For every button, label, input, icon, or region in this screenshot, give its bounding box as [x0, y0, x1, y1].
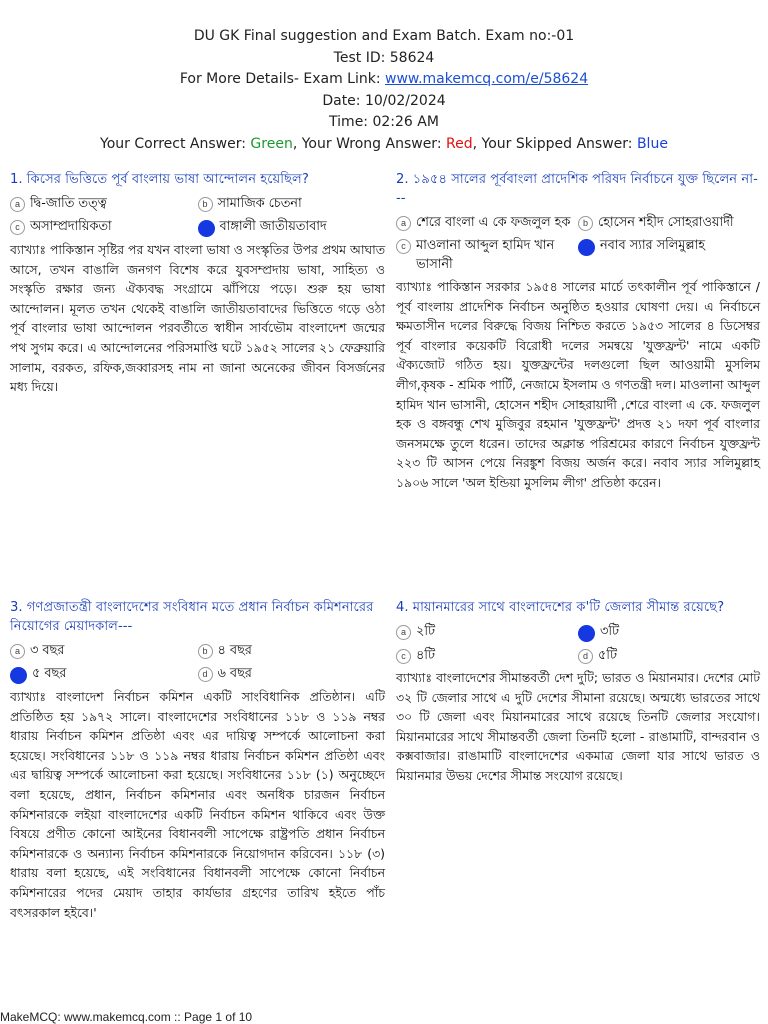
option-circle-icon: b — [578, 216, 593, 231]
selected-option-icon: d — [578, 239, 595, 256]
option-d[interactable] — [198, 662, 386, 686]
option-a[interactable] — [10, 192, 198, 215]
option-circle-icon: b — [198, 644, 213, 659]
option-text: হোসেন শহীদ সোহরাওয়ার্দী — [598, 215, 734, 230]
legend-skipped-label: , Your Skipped Answer: — [472, 135, 637, 152]
question-4 — [396, 598, 760, 786]
option-c[interactable] — [10, 662, 198, 686]
option-text: নবাব স্যার সলিমুল্লাহ — [600, 238, 705, 253]
legend-wrong-color: Red — [446, 135, 473, 152]
option-a[interactable] — [396, 211, 578, 234]
option-b[interactable] — [578, 211, 760, 234]
option-text: শেরে বাংলা এ কে ফজলুল হক — [416, 215, 571, 230]
option-list — [396, 620, 760, 667]
option-circle-icon: c — [396, 649, 411, 664]
option-text: ৫টি — [598, 648, 617, 663]
option-circle-icon: a — [396, 216, 411, 231]
selected-option-icon: b — [578, 625, 595, 642]
test-id: Test ID: 58624 — [333, 49, 435, 66]
question-1 — [10, 170, 385, 397]
option-list — [396, 211, 760, 276]
selected-option-icon: c — [10, 667, 27, 684]
option-circle-icon: a — [10, 197, 25, 212]
option-circle-icon: a — [396, 625, 411, 640]
option-text: ৪টি — [416, 648, 435, 663]
explanation: ব্যাখ্যাঃ বাংলাদেশ নির্বাচন কমিশন একটি সাংবিধানিক প্রতিষ্ঠান। এটি প্রতিষ্ঠিত হয় ১৯৭২ সালে। বাংলাদেশের সংবিধানের ১১৮ ও ১১৯ নম্বর ধারায় নির্বাচন কমিশন প্রতিষ্ঠা এবং এর দায়িত্ব সম্পর্কে আলোচনা করা হয়েছে। সংবিধানের ১১৮ ও ১১৯ নম্বর ধারায় নির্বাচন কমিশন প্রতিষ্ঠা এবং এর দ্বায়িত্ব সম্পর্কে আলোচনা করা হয়েছে। সংবিধানের ১১৮ (১) অনুচ্ছেদে বলা হয়েছে, প্রধান, নির্বাচন কমিশনার এবং অনধিক চারজন নির্বাচন কমিশনারকে লইয়া বাংলাদেশের একটি নির্বাচন কমিশন থাকিবে এবং উক্ত বিষয়ে প্রণীত কোনো আইনের বিধানবলী সাপেক্ষে রাষ্ট্রপতি প্রধান নির্বাচন কমিশনারকে ও অন্যান্য নির্বাচন কমিশনারকে নিয়োগদান করিবেন। ১১৮ (৩) ধারায় বলা হয়েছে, এই সংবিধানের বিধানবলী সাপেক্ষে কোনো নির্বাচন কমিশনারের পদের মেয়াদ তাহার কার্যভার গ্রহণের তারিখ হইতে পাঁচ বৎসরকাল হইবে।' — [10, 689, 385, 920]
option-d[interactable] — [578, 644, 760, 667]
option-text: সামাজিক চেতনা — [217, 196, 302, 211]
exam-time: Time: 02:26 AM — [329, 114, 439, 130]
explanation: ব্যাখ্যাঃ পাকিস্তান সরকার ১৯৫৪ সালের মার্চে তৎকালীন পূর্ব পাকিস্তানে / পূর্ব বাংলায় প্রাদেশিক নির্বাচন অনুষ্ঠিত হওয়ার ঘোষণা দেয়। এ নির্বাচনে ক্ষমতাসীন দলের বিরুদ্ধে বিজয় নিশ্চিত করতে ১৯৫৩ সালের ৪ ডিসেম্বর পূর্ব বাংলার কয়েকটি বিরোধী দলের সমন্বয়ে 'যুক্তফ্রন্ট' নামে একটি ঐক্যজোট গঠিত হয়। যুক্তফ্রন্টের দলগুলো ছিল আওয়ামী মুসলিম লীগ,কৃষক - শ্রমিক পার্টি, নেজামে ইসলাম ও গণতন্ত্রী দল। মাওলানা আব্দুল হামিদ খান ভাসানী, হোসেন শহীদ সোহরায়ার্দী ,শেরে বাংলা এ কে. ফজলুল হক ও বঙ্গবন্ধু শেখ মুজিবুর রহমান 'যুক্তফ্রন্ট' প্রদত্ত ২১ দফা পূর্ব বাংলার জনসমক্ষে তুলে ধরেন। তাদের অক্লান্ত পরিশ্রমের কারণে নির্বাচন যুক্তফ্রন্ট ২২৩ টি আসন পেয়ে নিরঙ্কুশ বিজয় অর্জন করে। নবাব স্যার সলিমুল্লাহ ১৯০৬ সালে 'অল ইন্ডিয়া মুসলিম লীগ' প্রতিষ্ঠা করেন। — [396, 279, 760, 490]
option-text: ৬ বছর — [217, 666, 252, 681]
exam-title: DU GK Final suggestion and Exam Batch. Exam no:-01 — [193, 28, 575, 44]
page-header — [0, 0, 768, 155]
option-text: দ্বি-জাতি তত্ত্ব — [30, 196, 107, 211]
option-list — [10, 639, 385, 686]
option-circle-icon: b — [198, 197, 213, 212]
option-text: ৩টি — [600, 624, 619, 639]
question-title: 3. গণপ্রজাতন্ত্রী বাংলাদেশের সংবিধান মতে প্রধান নির্বাচন কমিশনারের নিয়োগের মেয়াদকাল--- — [10, 600, 374, 634]
question-2 — [396, 170, 760, 493]
question-title: 2. ১৯৫৪ সালের পূর্ববাংলা প্রাদেশিক পরিষদ নির্বাচনে যুক্ত ছিলেন না--- — [396, 172, 758, 206]
option-c[interactable] — [10, 215, 198, 239]
page-footer: MakeMCQ: www.makemcq.com :: Page 1 of 10 — [0, 1010, 253, 1024]
option-circle-icon: d — [578, 649, 593, 664]
option-a[interactable] — [10, 639, 198, 662]
option-c[interactable] — [396, 644, 578, 667]
option-circle-icon: c — [10, 220, 25, 235]
option-list — [10, 192, 385, 239]
option-text: ৩ বছর — [30, 643, 65, 658]
question-title: 1. কিসের ভিত্তিতে পূর্ব বাংলায় ভাষা আন্দোলন হয়েছিল? — [10, 172, 309, 187]
question-title: 4. মায়ানমারের সাথে বাংলাদেশের ক'টি জেলার সীমান্ত রয়েছে? — [396, 600, 725, 615]
answer-color-legend — [0, 134, 768, 156]
option-d[interactable] — [198, 215, 386, 239]
question-3 — [10, 598, 385, 922]
exam-date: Date: 10/02/2024 — [322, 92, 446, 109]
legend-wrong-label: , Your Wrong Answer: — [292, 135, 446, 152]
legend-skipped-color: Blue — [636, 135, 668, 152]
legend-correct-label: Your Correct Answer: — [100, 135, 251, 152]
option-text: বাঙ্গালী জাতীয়তাবাদ — [219, 219, 327, 234]
option-circle-icon: d — [198, 667, 213, 682]
option-text: অসাম্প্রদায়িকতা — [30, 219, 112, 234]
option-circle-icon: c — [396, 239, 411, 254]
explanation: ব্যাখ্যাঃ বাংলাদেশের সীমান্তবর্তী দেশ দুটি; ভারত ও মিয়ানমার। দেশের মোট ৩২ টি জেলার সাথে এ দুটি দেশের সীমানা রয়েছে। অন্মধ্যে ভারতের সাথে ৩০ টি জেলা এবং মিয়ানমারের সাথে রয়েছে তিনটি জেলার সংযোগ। মিয়ানমারের সাথে সীমান্তবর্তী জেলা তিনটি হলো - রাঙামাটি, বান্দরবান ও কক্সবাজার। রাঙামাটি বাংলাদেশের একমাত্র জেলা যার সাথে ভারত ও মিয়ানমার উভয় দেশের সীমান্ত সংযোগ রয়েছে। — [396, 670, 760, 783]
option-text: মাওলানা আব্দুল হামিদ খান ভাসানী — [416, 238, 555, 272]
selected-option-icon: d — [198, 220, 215, 237]
option-circle-icon: a — [10, 644, 25, 659]
option-text: ২টি — [416, 624, 435, 639]
option-a[interactable] — [396, 620, 578, 644]
explanation: ব্যাখ্যাঃ পাকিস্তান সৃষ্টির পর যখন বাংলা ভাষা ও সংস্কৃতির উপর প্রথম আঘাত আসে, তখন বাঙালি জনগণ বিশেষ করে যুবসম্প্রদায় ভাষা, সাহিত্য ও সংস্কৃতি রক্ষার জন্য ঐক্যবদ্ধ সংগ্রামে ঝাঁপিয়ে পড়ে। শুরু হয় ভাষা আন্দোলন। মূলত তখন থেকেই বাঙালি জাতীয়তাবাদের ভিত্তিতে গড়ে ওঠা পূর্ব বাংলার ভাষা আন্দোলন পরবর্তীতে স্বাধীন সার্বভৌম বাংলাদেশ জন্মের পথ সুগম করে। এ আন্দোলনের পরিসমাপ্তি ঘটে ১৯৫২ সালের ২১ ফেব্রুয়ারি সালাম, বরকত, রফিক,জব্বারসহ নাম না জানা অনেকের জীবন বিসর্জনের মধ্য দিয়ে। — [10, 242, 385, 395]
option-b[interactable] — [198, 639, 386, 662]
option-b[interactable] — [198, 192, 386, 215]
option-text: ৫ বছর — [32, 666, 67, 681]
exam-link[interactable]: www.makemcq.com/e/58624 — [385, 71, 589, 87]
option-b[interactable] — [578, 620, 760, 644]
option-text: ৪ বছর — [217, 643, 252, 658]
exam-link-line — [0, 69, 768, 91]
legend-correct-color: Green — [250, 135, 293, 152]
option-c[interactable] — [396, 234, 578, 276]
option-d[interactable] — [578, 234, 760, 276]
exam-link-label: For More Details- Exam Link: — [179, 71, 386, 87]
